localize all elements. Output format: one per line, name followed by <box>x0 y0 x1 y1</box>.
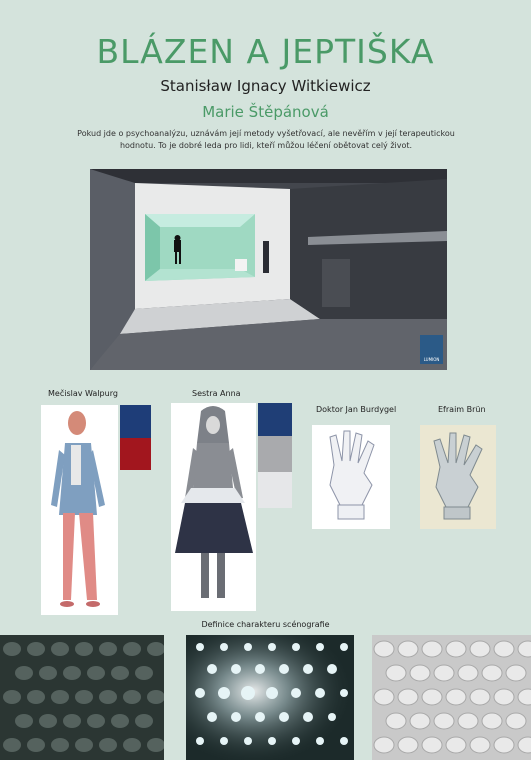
costume-label-burdygel: Doktor Jan Burdygel <box>316 405 397 414</box>
glove-sketch-burdygel <box>312 425 390 529</box>
costume-label-walpurg: Mečislav Walpurg <box>48 389 118 398</box>
knit-texture-backlit <box>186 635 354 760</box>
fabric-swatch-grey-knit <box>258 436 292 472</box>
fabric-swatch-white <box>258 472 292 508</box>
author-name: Stanisław Ignacy Witkiewicz <box>160 77 371 95</box>
costume-label-anna: Sestra Anna <box>192 389 241 398</box>
designer-name: Marie Štěpánová <box>202 103 329 121</box>
glove-sketch-brun <box>420 425 496 529</box>
quote-text: Pokud jde o psychoanalýzu, uznávám její metody vyšetřovací, ale nevěřím v její terapeutickou hodnotu. To je dobré leda pro lidi, kteří můžou léčení obětovat celý život. <box>77 129 455 150</box>
knit-texture-light <box>372 635 531 760</box>
poster-title: BLÁZEN A JEPTIŠKA <box>96 32 435 71</box>
fabric-swatch-navy <box>258 403 292 436</box>
svg-text:LUMION: LUMION <box>423 357 440 362</box>
figure-silhouette <box>174 240 181 252</box>
scenography-caption: Definice charakteru scénografie <box>201 620 330 629</box>
costume-sketch-walpurg <box>41 405 118 615</box>
fabric-swatch-blue <box>120 405 151 438</box>
costume-sketch-anna <box>171 403 256 611</box>
knit-texture-dark <box>0 635 164 760</box>
fabric-swatch-red <box>120 438 151 470</box>
stage-render-image <box>90 169 447 370</box>
costume-label-brun: Efraim Brün <box>438 405 486 414</box>
